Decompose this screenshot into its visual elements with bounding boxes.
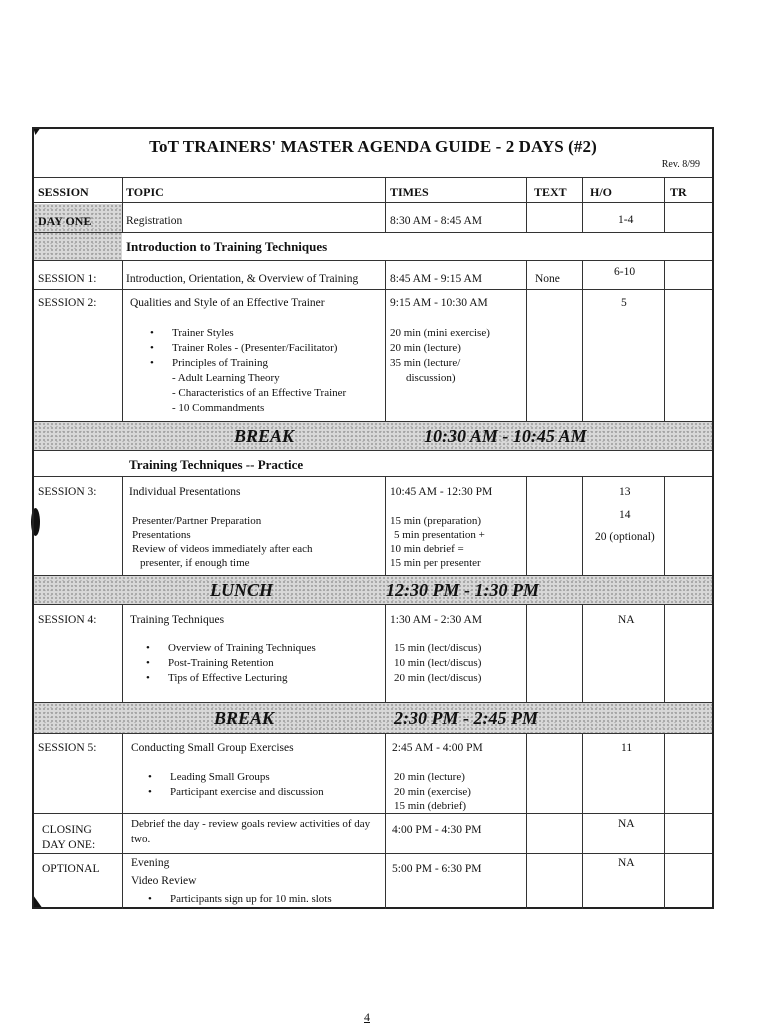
- session5-time: 2:45 AM - 4:00 PM: [392, 742, 483, 754]
- session1-ho: 6-10: [614, 266, 636, 278]
- session2-subitem: - 10 Commandments: [172, 402, 265, 414]
- session1-topic: Introduction, Orientation, & Overview of Training: [126, 273, 359, 285]
- session2-bullet: • Trainer Styles: [172, 326, 234, 341]
- session2-bullet: • Trainer Roles - (Presenter/Facilitator): [172, 341, 337, 356]
- header-ho: H/O: [590, 185, 613, 199]
- closing-ho: NA: [618, 818, 635, 830]
- header-tr: TR: [670, 185, 687, 199]
- session4-subtime: 15 min (lect/discus): [394, 642, 482, 654]
- registration-time: 8:30 AM - 8:45 AM: [390, 215, 483, 227]
- lunch-time: 12:30 PM - 1:30 PM: [386, 580, 539, 600]
- session4-bullet: • Overview of Training Techniques: [168, 641, 316, 656]
- optional-topic: Evening: [131, 857, 170, 869]
- session2-subtime: 35 min (lecture/: [390, 357, 461, 369]
- page-title: ToT TRAINERS' MASTER AGENDA GUIDE - 2 DAYS (#2): [149, 137, 597, 156]
- session4-time: 1:30 AM - 2:30 AM: [390, 614, 483, 626]
- header-text: TEXT: [534, 185, 567, 199]
- session4-subtime: 10 min (lect/discus): [394, 657, 482, 669]
- break2-label: BREAK: [214, 708, 275, 728]
- session5-bullet: • Leading Small Groups: [170, 770, 270, 785]
- session5-label: SESSION 5:: [38, 742, 97, 754]
- closing-topic-cont: two.: [131, 833, 151, 845]
- session2-ho: 5: [621, 297, 627, 309]
- session1-label: SESSION 1:: [38, 273, 97, 285]
- session2-topic: Qualities and Style of an Effective Trainer: [130, 297, 325, 309]
- session5-bullet: • Participant exercise and discussion: [170, 785, 324, 800]
- section-intro-title: Introduction to Training Techniques: [126, 239, 328, 254]
- registration-topic: Registration: [126, 215, 183, 227]
- session2-subtime: 20 min (lecture): [390, 342, 461, 354]
- session4-topic: Training Techniques: [130, 614, 225, 626]
- session2-label: SESSION 2:: [38, 297, 97, 309]
- session2-subitem: - Characteristics of an Effective Trainer: [172, 387, 347, 399]
- break2-time: 2:30 PM - 2:45 PM: [394, 708, 538, 728]
- break1-label: BREAK: [234, 426, 295, 446]
- break1-band: [34, 422, 712, 450]
- closing-topic: Debrief the day - review goals review activities of day: [131, 818, 371, 830]
- session4-subtime: 20 min (lect/discus): [394, 672, 482, 684]
- agenda-table: [32, 127, 714, 909]
- section-practice-title: Training Techniques -- Practice: [129, 457, 304, 472]
- session2-time: 9:15 AM - 10:30 AM: [390, 297, 488, 309]
- session2-subtime: 20 min (mini exercise): [390, 327, 490, 339]
- session3-subtime: 15 min (preparation): [390, 515, 482, 527]
- session4-label: SESSION 4:: [38, 614, 97, 626]
- session3-subtime: 15 min per presenter: [390, 557, 481, 569]
- session3-subtime: 10 min debrief =: [390, 543, 464, 555]
- session2-subtime: discussion): [406, 372, 456, 384]
- closing-label-day: DAY ONE:: [42, 839, 96, 851]
- page-number: 4: [364, 1010, 370, 1024]
- session3-line: presenter, if enough time: [140, 557, 250, 569]
- session5-subtime: 15 min (debrief): [394, 800, 467, 812]
- session5-subtime: 20 min (exercise): [394, 786, 471, 798]
- optional-label: OPTIONAL: [42, 863, 100, 875]
- session5-subtime: 20 min (lecture): [394, 771, 465, 783]
- session5-topic: Conducting Small Group Exercises: [131, 742, 294, 754]
- break2-band: [34, 703, 712, 733]
- session2-bullet: • Principles of Training: [172, 356, 268, 371]
- session3-ho: 13: [619, 486, 631, 498]
- optional-time: 5:00 PM - 6:30 PM: [392, 863, 482, 875]
- session1-time: 8:45 AM - 9:15 AM: [390, 273, 483, 285]
- lunch-label: LUNCH: [210, 580, 273, 600]
- session3-subtime: 5 min presentation +: [394, 529, 485, 541]
- session3-time: 10:45 AM - 12:30 PM: [390, 486, 493, 498]
- session3-ho: 14: [619, 509, 631, 521]
- lunch-band: [34, 576, 712, 604]
- session3-line: Presenter/Partner Preparation: [132, 515, 262, 527]
- session1-text: None: [535, 273, 560, 285]
- closing-label: CLOSING: [42, 824, 92, 836]
- header-session: SESSION: [38, 185, 89, 199]
- session2-subitem: - Adult Learning Theory: [172, 372, 280, 384]
- closing-time: 4:00 PM - 4:30 PM: [392, 824, 482, 836]
- optional-bullet: • Participants sign up for 10 min. slots: [170, 892, 332, 907]
- header-topic: TOPIC: [126, 185, 164, 199]
- day-one-label: DAY ONE: [38, 214, 92, 228]
- session3-line: Review of videos immediately after each: [132, 543, 313, 555]
- header-times: TIMES: [390, 185, 429, 199]
- optional-topic-video: Video Review: [131, 875, 197, 887]
- session4-ho: NA: [618, 614, 635, 626]
- session3-line: Presentations: [132, 529, 191, 541]
- session5-ho: 11: [621, 742, 633, 754]
- session3-topic: Individual Presentations: [129, 486, 241, 498]
- session3-ho: 20 (optional): [595, 531, 655, 543]
- session4-bullet: • Post-Training Retention: [168, 656, 274, 671]
- registration-ho: 1-4: [618, 214, 634, 226]
- optional-ho: NA: [618, 857, 635, 869]
- session4-bullet: • Tips of Effective Lecturing: [168, 671, 287, 686]
- break1-time: 10:30 AM - 10:45 AM: [424, 426, 587, 446]
- revision-label: Rev. 8/99: [661, 159, 700, 170]
- session3-label: SESSION 3:: [38, 486, 97, 498]
